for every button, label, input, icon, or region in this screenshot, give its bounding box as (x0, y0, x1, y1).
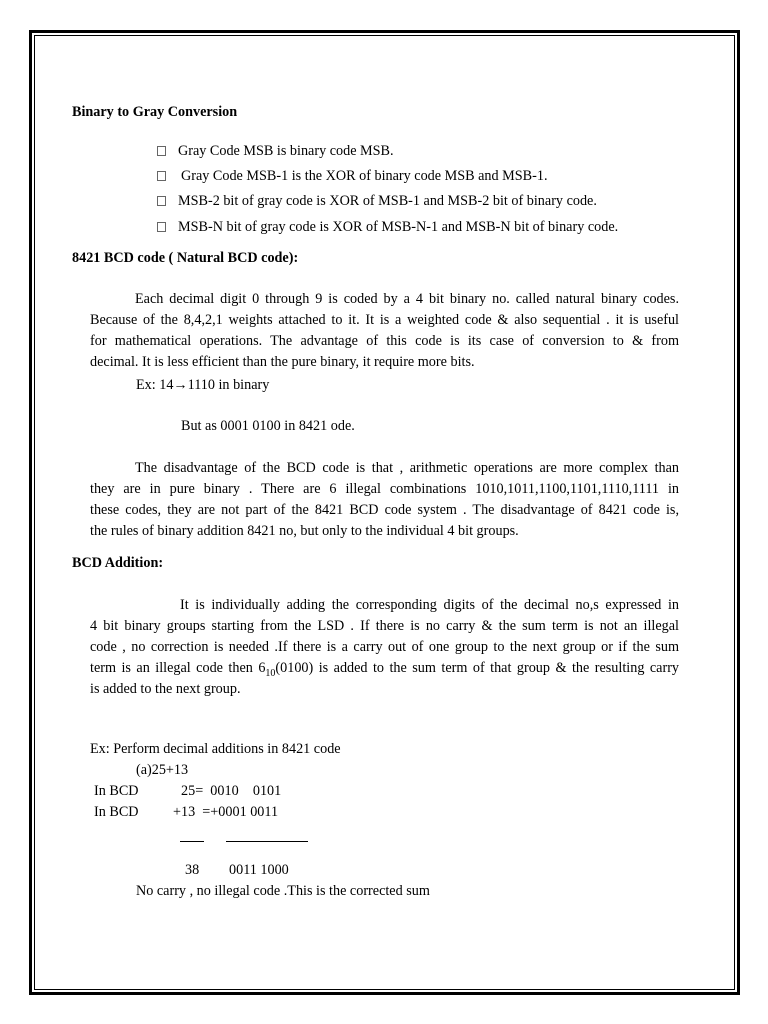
sum-decimal: 38 (185, 862, 200, 878)
example-bcd: But as 0001 0100 in 8421 ode. (181, 418, 355, 434)
section-heading-bcd-addition: BCD Addition: (72, 555, 164, 571)
paragraph-line: Because of the 8,4,2,1 weights attached to it. It is a weighted code & also sequential . it is useful (90, 312, 679, 328)
bullet-icon (157, 171, 166, 181)
paragraph-line: It is individually adding the corresponding digits of the decimal no,s expressed in (180, 597, 679, 613)
paragraph-line: the rules of binary addition 8421 no, but only to the individual 4 bit groups. (90, 523, 519, 539)
bullet-item: MSB-2 bit of gray code is XOR of MSB-1 and MSB-2 bit of binary code. (178, 193, 597, 209)
paragraph-line: decimal. It is less efficient than the pure binary, it require more bits. (90, 354, 475, 370)
row-label: In BCD (94, 783, 139, 799)
bullet-icon (157, 222, 166, 232)
sum-bcd: 0011 1000 (229, 862, 289, 878)
row-value: +13 =+0001 0011 (173, 804, 279, 820)
paragraph-line: they are in pure binary . There are 6 illegal combinations 1010,1011,1100,1101,1110,1111 in (90, 481, 679, 497)
example-part: (a)25+13 (136, 762, 189, 778)
paragraph-line: Each decimal digit 0 through 9 is coded by a 4 bit binary no. called natural binary codes. (135, 291, 679, 307)
example-binary: Ex: 14→1110 in binary (136, 377, 270, 393)
paragraph-line: these codes, they are not part of the 8421 BCD code system . The disadvantage of 8421 code is, (90, 502, 679, 518)
bullet-icon (157, 196, 166, 206)
paragraph-line: The disadvantage of the BCD code is that , arithmetic operations are more complex than (135, 460, 679, 476)
paragraph-bcd-disadvantage (90, 458, 679, 542)
paragraph-line: 4 bit binary groups starting from the LSD . If there is no carry & the sum term is not an illegal (90, 618, 679, 634)
row-label: In BCD (94, 804, 139, 820)
paragraph-line: is added to the next group. (90, 681, 241, 697)
sum-underline-decimal (180, 841, 204, 842)
bullet-icon (157, 146, 166, 156)
sum-underline-bcd (226, 841, 308, 842)
bullet-item: Gray Code MSB-1 is the XOR of binary code MSB and MSB-1. (181, 168, 548, 184)
subscript: 10 (265, 667, 276, 679)
paragraph-line (90, 658, 679, 679)
row-value: 25= 0010 0101 (181, 783, 282, 799)
example-title: Ex: Perform decimal additions in 8421 code (90, 741, 341, 757)
section-heading-bcd-8421: 8421 BCD code ( Natural BCD code): (72, 250, 299, 266)
example-note: No carry , no illegal code .This is the corrected sum (136, 883, 430, 899)
line-text: term is an illegal code then 6 (90, 660, 266, 676)
bullet-item: Gray Code MSB is binary code MSB. (178, 143, 394, 159)
paragraph-line: for mathematical operations. The advantage of this code is its case of conversion to & from (90, 333, 679, 349)
paragraph-line: code , no correction is needed .If there is a carry out of one group to the next group or if the sum (90, 639, 679, 655)
paragraph-bcd-addition (90, 595, 679, 700)
line-text: (0100) is added to the sum term of that group & the resulting carry (275, 660, 680, 676)
section-heading-binary-gray: Binary to Gray Conversion (72, 104, 238, 120)
paragraph-bcd-intro (90, 289, 679, 373)
bullet-item: MSB-N bit of gray code is XOR of MSB-N-1 and MSB-N bit of binary code. (178, 219, 619, 235)
